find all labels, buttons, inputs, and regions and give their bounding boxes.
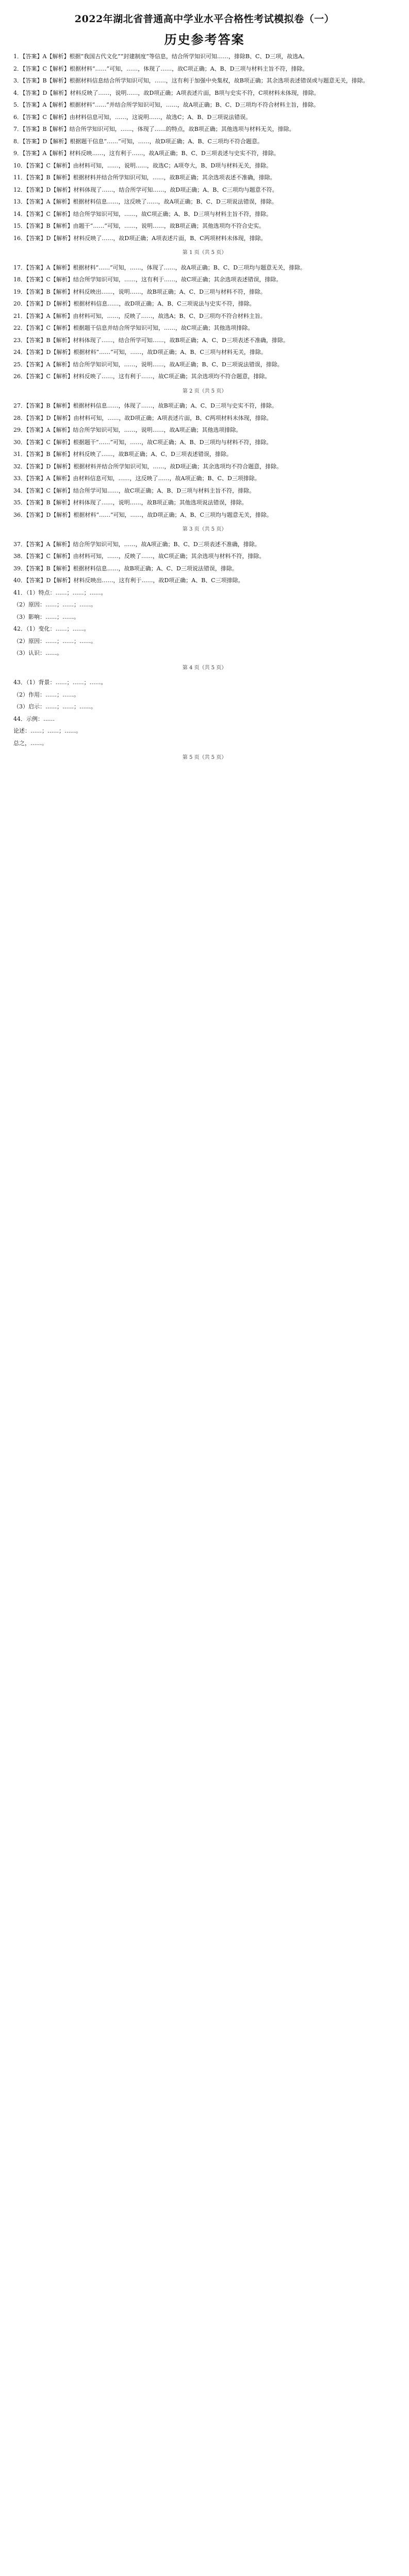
answer-paragraph: 38．【答案】C【解析】由材料可知，……，反映了……，故C项正确；其余选项与材料不符，排除。 — [13, 553, 265, 560]
answer-paragraph: 19．【答案】B【解析】材料反映出……，说明……，故B项正确；A、C、D三项与材料不符，排除。 — [13, 288, 266, 295]
answer-paragraph: 8．【答案】D【解析】根据题干信息“……”可知，……，故D项正确；A、B、C三项均不符合题意。 — [13, 138, 263, 145]
answer-paragraph: （2）原因：……；……；……。 — [13, 637, 96, 645]
page-section-4 — [13, 540, 396, 673]
answer-paragraph: 16．【答案】D【解析】材料反映了……，故D项正确；A项表述片面，B、C两项材料未体现，排除。 — [13, 234, 267, 242]
answer-paragraph: 44．示例：…… — [13, 715, 55, 722]
answer-paragraph: 11．【答案】B【解析】根据材料并结合所学知识可知，……，故B项正确；其余选项表述不准确，排除。 — [13, 174, 276, 181]
page-footer: 第 2 页（共 5 页） — [182, 388, 227, 394]
answer-paragraph: 23．【答案】B【解析】材料体现了……，结合所学可知……，故B项正确；A、C、D三项表述不准确，排除。 — [13, 336, 289, 344]
answer-paragraph: 29．【答案】A【解析】结合所学知识可知，……，说明……，故A项正确；其他选项排除。 — [13, 427, 242, 433]
answer-paragraph: 9．【答案】A【解析】材料反映……，这有利于……，故A项正确；B、C、D三项表述与史实不符，排除。 — [13, 150, 280, 157]
answer-paragraph: 20．【答案】D【解析】根据材料信息……，故D项正确；A、B、C三项说法与史实不符，排除。 — [13, 300, 255, 307]
answer-paragraph: 5．【答案】A【解析】根据材料“……”并结合所学知识可知，……，故A项正确；B、C、D三项均不符合材料主旨，排除。 — [13, 101, 319, 108]
answer-paragraph: 25．【答案】A【解析】结合所学知识可知，……，说明……，故A项正确；B、C、D三项说法错误，排除。 — [13, 361, 283, 368]
answer-paragraph: 36．【答案】D【解析】根据材料“……”可知，……，故D项正确；A、B、C三项均与题意无关，排除。 — [13, 511, 272, 518]
answer-paragraph: 31．【答案】B【解析】材料反映了……，故B项正确；A、C、D三项表述错误，排除。 — [13, 451, 232, 457]
answer-paragraph: 35．【答案】B【解析】材料体现了……，说明……，故B项正确；其他选项说法错误，排除。 — [13, 499, 248, 506]
answer-paragraph: 15．【答案】B【解析】由题干“……”可知，……，说明……，故B项正确；其他选项均不符合史实。 — [13, 223, 265, 229]
page-section-5 — [13, 679, 396, 762]
answer-list — [13, 53, 396, 762]
answer-paragraph: 32．【答案】D【解析】根据材料并结合所学知识可知，……，故D项正确；其余选项均不符合题意，排除。 — [13, 463, 283, 470]
answer-paragraph: 6．【答案】C【解析】由材料信息可知，……，这说明……，故选C；A、B、D三项说法错误。 — [13, 113, 252, 121]
answer-paragraph: 27．【答案】B【解析】根据材料信息……，体现了……，故B项正确；A、C、D三项与史实不符，排除。 — [13, 402, 277, 409]
answer-paragraph: （2）作用：……；……。 — [13, 691, 79, 698]
answer-paragraph: 13．【答案】A【解析】根据材料信息……，这反映了……，故A项正确；B、C、D三项说法错误，排除。 — [13, 198, 277, 205]
page-footer: 第 5 页（共 5 页） — [182, 755, 227, 760]
answer-paragraph: 40．【答案】D【解析】材料反映出……，这有利于……，故D项正确；A、B、C三项排除。 — [13, 577, 244, 584]
answer-paragraph: 42．（1）变化：……；……。 — [13, 625, 90, 632]
answer-paragraph: 3．【答案】B【解析】根据材料信息结合所学知识可知，……，这有利于加强中央集权，故B项正确；其余选项表述错误或与题意无关，排除。 — [13, 77, 369, 84]
page-footer: 第 4 页（共 5 页） — [182, 665, 227, 671]
answer-paragraph: 总之，……。 — [13, 739, 47, 747]
answer-paragraph: 18．【答案】C【解析】结合所学知识可知，……，这有利于……，故C项正确；其余选项表述错误，排除。 — [13, 276, 282, 283]
answer-paragraph: 33．【答案】A【解析】由材料信息可知，……，这反映了……，故A项正确；B、C、D三项排除。 — [13, 475, 260, 482]
page-section-1 — [13, 53, 396, 258]
answer-paragraph: 24．【答案】D【解析】根据材料“……”可知，……，故D项正确；A、B、C三项与材料无关，排除。 — [13, 349, 267, 355]
answer-paragraph: 28．【答案】D【解析】由材料可知，……，故D项正确；A项表述片面，B、C两项材料未体现，排除。 — [13, 414, 272, 421]
exam-title: 2022年湖北省普通高中学业水平合格性考试模拟卷（一） — [74, 13, 335, 25]
answer-paragraph: 30．【答案】C【解析】根据题干“……”可知，……，故C项正确；A、B、D三项均与材料不符，排除。 — [13, 438, 272, 446]
answer-paragraph: 4．【答案】D【解析】材料反映了……，说明……，故D项正确；A项表述片面，B项与史实不符，C项材料未体现，排除。 — [13, 89, 320, 96]
answer-paragraph: 22．【答案】C【解析】根据题干信息并结合所学知识可知，……，故C项正确；其他选项排除。 — [13, 325, 254, 331]
answer-paragraph: 论述：……；……；……。 — [13, 727, 81, 734]
answer-paragraph: 26．【答案】C【解析】材料反映了……，这有利于……，故C项正确；其余选项均不符合题意，排除。 — [13, 373, 271, 380]
answer-paragraph: 37．【答案】A【解析】结合所学知识可知，……，故A项正确；B、C、D三项表述不准确，排除。 — [13, 540, 260, 548]
answer-paragraph: 14．【答案】C【解析】结合所学知识可知，……，故C项正确；A、B、D三项与材料主旨不符，排除。 — [13, 210, 272, 217]
page-footer: 第 3 页（共 5 页） — [182, 527, 227, 532]
page-section-3 — [13, 402, 396, 534]
answer-paragraph: 43．（1）背景：……；……；……。 — [13, 679, 107, 686]
answer-paragraph: 17．【答案】A【解析】根据材料“……”可知，……，体现了……，故A项正确；B、C、D三项均与题意无关，排除。 — [13, 264, 306, 271]
page-title: 历史参考答案 — [164, 32, 245, 47]
answer-paragraph: 41．（1）特点：……；……；……。 — [13, 589, 107, 596]
answer-paragraph: 10．【答案】C【解析】由材料可知，……，说明……，故选C；A项夸大，B、D项与材料无关，排除。 — [13, 162, 272, 169]
answer-paragraph: （3）影响：……；……。 — [13, 613, 79, 620]
page-section-2 — [13, 264, 396, 396]
answer-paragraph: （3）启示：……；……；……。 — [13, 703, 96, 710]
answer-paragraph: 2．【答案】C【解析】根据材料“……”可知，……，体现了……，故C项正确；A、B、D三项与材料主旨不符，排除。 — [13, 65, 308, 72]
answer-paragraph: 12．【答案】D【解析】材料体现了……，结合所学可知……，故D项正确；A、B、C三项均与题意不符。 — [13, 186, 278, 193]
answer-paragraph: 21．【答案】A【解析】由材料可知，……，反映了……，故选A；B、C、D三项均不符合材料主旨。 — [13, 312, 266, 319]
answer-paragraph: 1．【答案】A【解析】根据“我国古代文化”“封建制度”等信息，结合所学知识可知……，排除B、C、D三项，故选A。 — [13, 53, 308, 60]
answer-paragraph: 7．【答案】B【解析】结合所学知识可知，……，体现了……的特点，故B项正确；其他选项与材料无关，排除。 — [13, 126, 295, 132]
answer-paragraph: 39．【答案】B【解析】根据材料信息……，故B项正确；A、C、D三项说法错误，排除。 — [13, 565, 238, 572]
page-footer: 第 1 页（共 5 页） — [182, 250, 227, 256]
answer-paragraph: 34．【答案】C【解析】结合所学可知……，故C项正确；A、B、D三项与材料主旨不符，排除。 — [13, 487, 255, 494]
answer-paragraph: （2）原因：……；……；……。 — [13, 601, 96, 608]
answer-paragraph: （3）认识：……。 — [13, 650, 62, 656]
